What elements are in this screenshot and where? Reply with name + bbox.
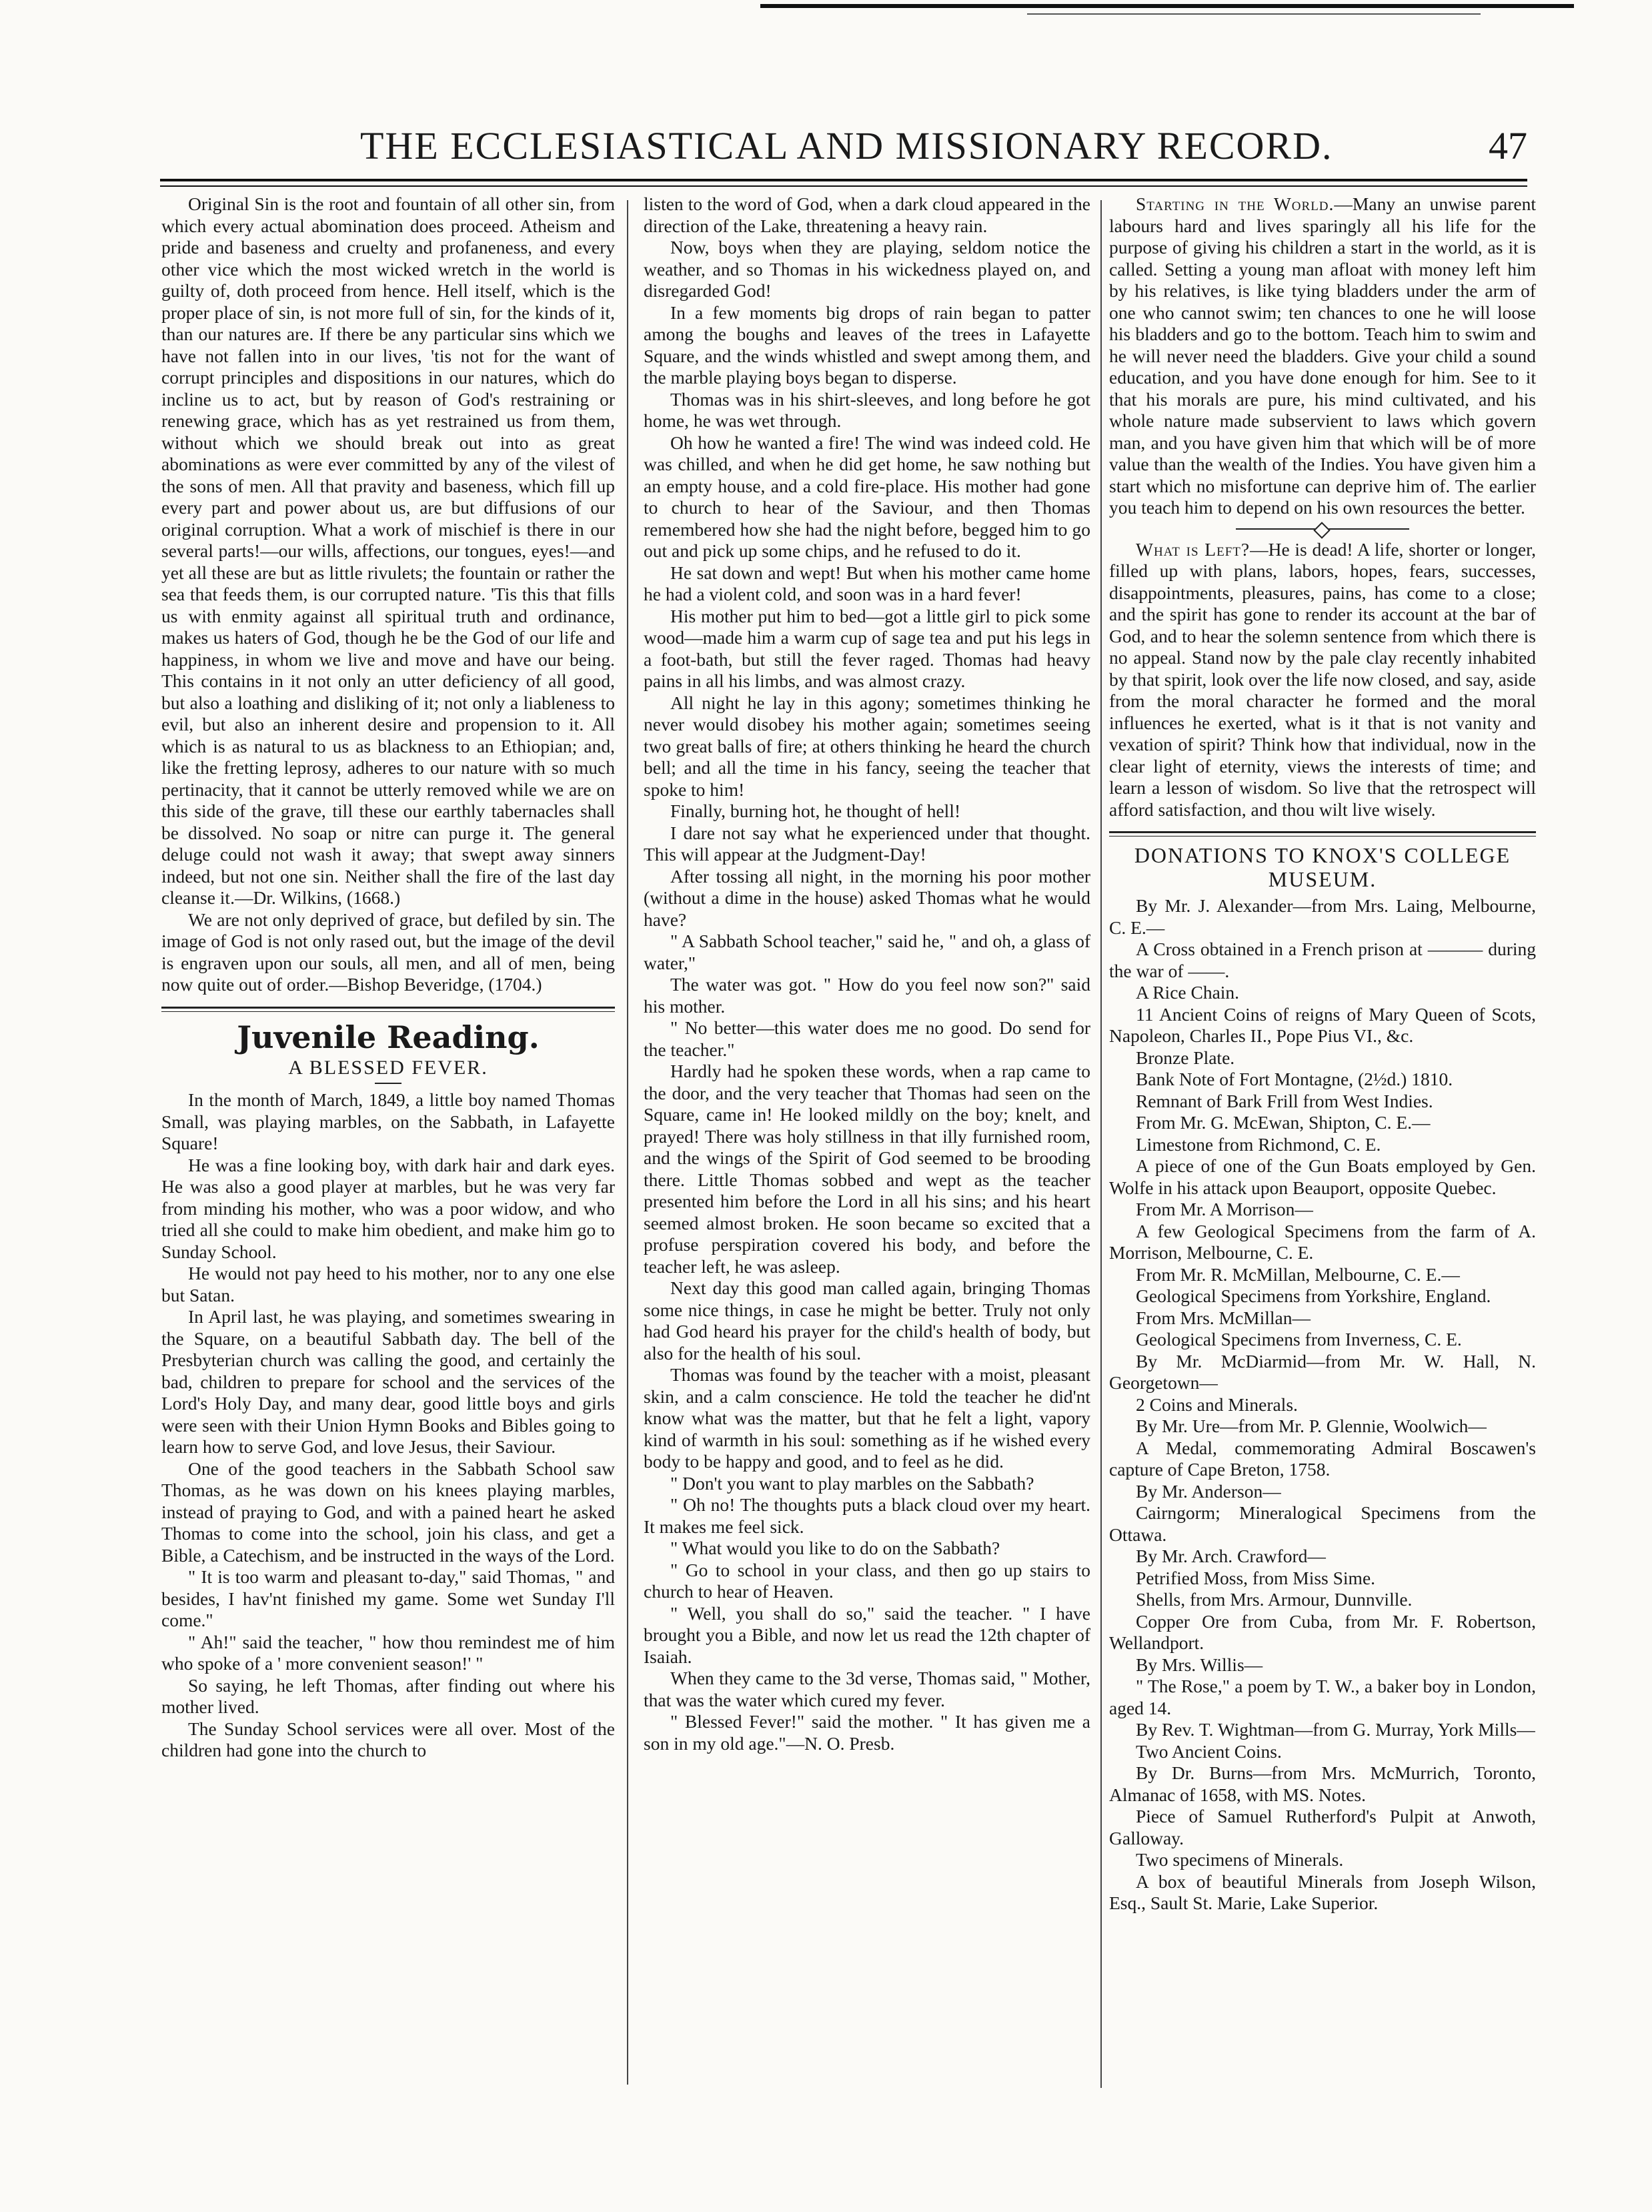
story-paragraph: In a few moments big drops of rain began to patter among the boughs and leaves of the trees in Lafayette Square, and the winds whistled and swept among them, and the marble playing boys began to disperse. — [644, 302, 1090, 388]
donation-entry: Two Ancient Coins. — [1136, 1740, 1282, 1762]
article-paragraph: Original Sin is the root and fountain of all other sin, from which every actual abomination does proceed. Atheism and pride and baseness and cruelty and profaneness, and every other vice which the most wicked wretch in the world is guilty of, doth proceed from hence. Hell itself, which is the proper place of sin, is not more full of sin, for the kinds of it, than our natures are. If there be any particular sins which we have not fallen into in our lives, 'tis not for the want of corrupt principles and dispositions in our natures, which do incline us to act, but by reason of God's restraining or renewing grace, which has as yet restrained us from them, without which we should break out into as great abominations as were ever committed by any of the vilest of the sons of men. All that pravity and baseness, which fill up every part and power about us, are but diffusions of our original corruption. What a work of mischief is there in our several parts!—our wills, affections, our tongues, eyes!—and yet all these are but as little rivulets; the fountain or rather the sea that feeds them, is our corrupted nature. 'Tis this that fills us with enmity against all spiritual truth and ordinance, makes us haters of God, though he be the God of our life and happiness, in whom we live and move and have our being. This contains in it not only an utter deficiency of all good, but also a loathing and disliking of it; not only a liableness to evil, but also an inherent desire and propension to it. All which is as natural to us as blackness to an Ethiopian; and, like the fretting leprosy, adheres to our nature with so much pertinacity, that it cannot be utterly removed while we are on this side of the grave, till these our earthly tabernacles shall be dissolved. No soap or nitre can purge it. The general deluge could not wash it away; that swept away sinners indeed, but not one sin. Neither shall the fire of the last day cleanse it.—Dr. Wilkins, (1668.) — [161, 193, 615, 908]
section-rule — [161, 1007, 615, 1009]
title-dash — [375, 1083, 401, 1084]
donation-entry: Cairngorm; Mineralogical Specimens from the Ottawa. — [1109, 1502, 1536, 1545]
page-number: 47 — [1489, 124, 1527, 167]
story-paragraph: " It is too warm and pleasant to-day," said Thomas, " and besides, I hav'nt finished my game. Some wet Sunday I'll come." — [161, 1566, 615, 1630]
donation-entry: By Rev. T. Wightman—from G. Murray, York Mills— — [1136, 1719, 1535, 1740]
story-paragraph: " Go to school in your class, and then go up stairs to church to hear of Heaven. — [644, 1559, 1090, 1602]
story-paragraph: Thomas was found by the teacher with a moist, pleasant skin, and a calm conscience. He told the teacher he did'nt know what was the matter, but that he felt a light, vapory kind of warmth in his soul: something as if he wished every body to be happy and good, and to feel as he did. — [644, 1364, 1090, 1472]
donation-entry: From Mr. R. McMillan, Melbourne, C. E.— — [1136, 1263, 1460, 1285]
story-paragraph: Hardly had he spoken these words, when a rap came to the door, and the very teacher that Thomas had seen on the Square, came in! He looked mildly on the boy; knelt, and prayed! There was holy stillness in that illy furnished room, and the wings of the Spirit of God seemed to be brooding there. Little Thomas sobbed and wept as the teacher presented him before the Lord in all his sins; and his heart seemed almost broken. He soon became so excited that a profuse perspiration covered his body, and before the teacher left, he was asleep. — [644, 1061, 1090, 1277]
story-paragraph: In the month of March, 1849, a little boy named Thomas Small, was playing marbles, on the Sabbath, in Lafayette Square! — [161, 1089, 615, 1153]
donation-entry: Shells, from Mrs. Armour, Dunnville. — [1136, 1589, 1413, 1610]
story-paragraph: After tossing all night, in the morning his poor mother (without a dime in the house) asked Thomas what he would have? — [644, 865, 1090, 930]
column-3 — [1109, 193, 1536, 1914]
story-paragraph: He was a fine looking boy, with dark hair and dark eyes. He was also a good player at marbles, but he was very far from minding his mother, who was a poor widow, and who tried all she could to make him obedient, and make him go to Sunday School. — [161, 1154, 615, 1262]
story-paragraph: He sat down and wept! But when his mother came home he had a violent cold, and soon was in a hard fever! — [644, 562, 1090, 604]
donation-entry: Bronze Plate. — [1136, 1047, 1235, 1068]
article-heading: What is Left? — [1136, 538, 1251, 560]
article-heading: Starting in the World. — [1136, 193, 1335, 214]
donation-entry: By Mr. McDiarmid—from Mr. W. Hall, N. Georgetown— — [1109, 1350, 1536, 1393]
story-paragraph: " No better—this water does me no good. Do send for the teacher." — [644, 1017, 1090, 1060]
running-title: THE ECCLESIASTICAL AND MISSIONARY RECORD. — [360, 124, 1333, 167]
story-paragraph: Next day this good man called again, bringing Thomas some nice things, in case he might be better. Truly not only had God heard his prayer for the child's health of body, but also for the health of his soul. — [644, 1277, 1090, 1363]
story-paragraph: In April last, he was playing, and sometimes swearing in the Square, on a beautiful Sabbath day. The bell of the Presbyterian church was calling the good, and certainly the bad, children to prepare for school and the services of the Lord's Holy Day, and many dear, good little boys and girls were seen with their Union Hymn Books and Bibles going to learn how to serve God, and love Jesus, their Saviour. — [161, 1306, 615, 1457]
top-border-rule — [760, 4, 1574, 8]
header-rule-thin — [160, 185, 1527, 187]
top-border-rule-thin — [1027, 13, 1481, 15]
donation-entry: A box of beautiful Minerals from Joseph Wilson, Esq., Sault St. Marie, Lake Superior. — [1109, 1870, 1536, 1913]
donation-entry: A Rice Chain. — [1136, 982, 1240, 1003]
donation-entry: 11 Ancient Coins of reigns of Mary Queen of Scots, Napoleon, Charles II., Pope Pius VI., &c. — [1109, 1003, 1536, 1046]
story-paragraph: " Oh no! The thoughts puts a black cloud over my heart. It makes me feel sick. — [644, 1494, 1090, 1537]
article-body: —Many an unwise parent labours hard and lives sparingly all his life for the purpose of giving his children a start in the world, as it is called. Setting a young man afloat with money left him by his relatives, is like tying bladders under the arm of one who cannot swim; ten chances to one he will loose his bladders and go to the bottom. Teach him to swim and he will never need the bladders. Give your child a sound education, and you have done enough for him. See to it that his morals are pure, his mind cultivated, and his whole nature made subservient to laws which govern man, and you have given him that which will be of more value than the wealth of the Indies. You have given him a start which no misfortune can deprive him of. The earlier you teach him to depend on his own resources the better. — [1109, 193, 1536, 518]
story-paragraph: The Sunday School services were all over. Most of the children had gone into the church to — [161, 1718, 615, 1760]
story-paragraph: All night he lay in this agony; sometimes thinking he never would disobey his mother again; sometimes seeing two great balls of fire; at others thinking he heard the church bell; and all the time in his fancy, seeing the teacher that spoke to him! — [644, 692, 1090, 800]
donation-entry: Petrified Moss, from Miss Sime. — [1136, 1567, 1376, 1588]
donation-entry: A Medal, commemorating Admiral Boscawen's capture of Cape Breton, 1758. — [1109, 1437, 1536, 1480]
donation-entry: 2 Coins and Minerals. — [1136, 1394, 1298, 1415]
story-paragraph: The water was got. " How do you feel now son?" said his mother. — [644, 974, 1090, 1017]
donation-entry: By Mr. Arch. Crawford— — [1136, 1546, 1326, 1566]
donation-entry: Two specimens of Minerals. — [1136, 1849, 1344, 1870]
article-what-is-left — [1109, 539, 1536, 821]
story-paragraph: I dare not say what he experienced under that thought. This will appear at the Judgment-Day! — [644, 822, 1090, 865]
donation-entry: By Mr. Ure—from Mr. P. Glennie, Woolwich— — [1136, 1416, 1487, 1436]
donation-entry: From Mrs. McMillan— — [1136, 1307, 1311, 1328]
section-heading: Juvenile Reading. — [237, 1019, 540, 1055]
story-paragraph: " Ah!" said the teacher, " how thou remindest me of him who spoke of a ' more convenient season!' " — [161, 1631, 615, 1674]
header-rule-thick — [160, 179, 1527, 181]
donation-entry: From Mr. G. McEwan, Shipton, C. E.— — [1136, 1112, 1431, 1133]
section-rule-thin — [1109, 836, 1536, 837]
donation-entry: From Mr. A Morrison— — [1136, 1199, 1313, 1219]
story-title: A BLESSED FEVER. — [288, 1056, 488, 1079]
donation-entry: A piece of one of the Gun Boats employed by Gen. Wolfe in his attack upon Beauport, opposite Quebec. — [1109, 1155, 1536, 1198]
column-divider-1 — [627, 200, 628, 2085]
column-2 — [644, 193, 1090, 1754]
story-paragraph: listen to the word of God, when a dark cloud appeared in the direction of the Lake, threatening a heavy rain. — [644, 193, 1090, 236]
story-paragraph: " What would you like to do on the Sabbath? — [670, 1538, 1000, 1558]
story-paragraph: " Blessed Fever!" said the mother. " It has given me a son in my old age."—N. O. Presb. — [644, 1711, 1090, 1754]
story-paragraph: He would not pay heed to his mother, nor to any one else but Satan. — [161, 1263, 615, 1305]
donation-entry: By Mr. Anderson— — [1136, 1480, 1281, 1502]
story-paragraph: Finally, burning hot, he thought of hell! — [670, 800, 961, 821]
donation-entry: " The Rose," a poem by T. W., a baker boy in London, aged 14. — [1109, 1676, 1536, 1718]
story-paragraph: So saying, he left Thomas, after finding out where his mother lived. — [161, 1674, 615, 1717]
story-paragraph: Now, boys when they are playing, seldom notice the weather, and so Thomas in his wickedness played on, and disregarded God! — [644, 237, 1090, 301]
donation-entry: Remnant of Bark Frill from West Indies. — [1136, 1090, 1433, 1111]
donations-list — [1109, 895, 1536, 1914]
story-paragraph: His mother put him to bed—got a little girl to pick some wood—made him a warm cup of sage tea and put his legs in a foot-bath, but still the fever raged. Thomas had heavy pains in all his limbs, and was almost crazy. — [644, 605, 1090, 691]
article-body: —He is dead! A life, shorter or longer, filled up with plans, labors, hopes, fears, successes, disappointments, pleasures, pains, has come to a close; and the spirit has gone to render its account at the bar of God, and to hear the solemn sentence from which there is no appeal. Stand now by the pale clay recently inhabited by that spirit, look over the life now closed, and say, aside from the moral character he formed and the moral influences he exerted, what is it that is not vanity and vexation of spirit? Think how that individual, now in the clear light of eternity, views the interests of time; and learn a lesson of wisdom. So live that the retrospect will afford satisfaction, and thou wilt live wisely. — [1109, 538, 1537, 820]
donations-heading: DONATIONS TO KNOX'S COLLEGE MUSEUM. — [1134, 843, 1511, 891]
donation-entry: Limestone from Richmond, C. E. — [1136, 1133, 1381, 1155]
donation-entry: A Cross obtained in a French prison at ——— during the war of ——. — [1109, 939, 1536, 981]
donation-entry: A few Geological Specimens from the farm of A. Morrison, Melbourne, C. E. — [1109, 1220, 1536, 1263]
donation-entry: By Mrs. Willis— — [1136, 1654, 1263, 1675]
story-paragraph: When they came to the 3d verse, Thomas said, " Mother, that was the water which cured my fever. — [644, 1668, 1090, 1710]
story-paragraph: One of the good teachers in the Sabbath School saw Thomas, as he was down on his knees playing marbles, instead of praying to God, and with a pained heart he asked Thomas to come into the school, join his class, and get a Bible, a Catechism, and be instructed in the ways of the Lord. — [161, 1458, 615, 1566]
donation-entry: Piece of Samuel Rutherford's Pulpit at Anwoth, Galloway. — [1109, 1806, 1536, 1848]
story-paragraph: " A Sabbath School teacher," said he, " and oh, a glass of water," — [644, 931, 1090, 973]
section-rule — [1109, 831, 1536, 833]
section-rule-thin — [161, 1011, 615, 1012]
page-header — [160, 123, 1527, 170]
column-1 — [161, 193, 615, 1762]
article-paragraph: We are not only deprived of grace, but defiled by sin. The image of God is not only rased out, but the image of the devil is engraven upon our souls, all men, and all of men, being now quite out of order.—Bishop Beveridge, (1704.) — [161, 909, 615, 995]
article-starting-in-world — [1109, 193, 1536, 519]
column-divider-2 — [1100, 200, 1102, 2088]
donation-entry: Geological Specimens from Inverness, C. E. — [1136, 1329, 1462, 1349]
story-paragraph: Thomas was in his shirt-sleeves, and long before he got home, he was wet through. — [644, 388, 1090, 431]
donation-entry: By Mr. J. Alexander—from Mrs. Laing, Melbourne, C. E.— — [1109, 895, 1536, 938]
story-paragraph: Oh how he wanted a fire! The wind was indeed cold. He was chilled, and when he did get home, he saw nothing but an empty house, and a cold fire-place. His mother had gone to church to hear of the Saviour, and then Thomas remembered how she had the night before, begged him to go out and pick up some chips, and he refused to do it. — [644, 432, 1090, 561]
donation-entry: Bank Note of Fort Montagne, (2½d.) 1810. — [1136, 1069, 1453, 1089]
story-paragraph: " Well, you shall do so," said the teacher. " I have brought you a Bible, and now let us read the 12th chapter of Isaiah. — [644, 1602, 1090, 1667]
donation-entry: Geological Specimens from Yorkshire, England. — [1136, 1285, 1491, 1306]
ornament-divider — [1236, 528, 1409, 530]
donation-entry: Copper Ore from Cuba, from Mr. F. Robertson, Wellandport. — [1109, 1610, 1536, 1653]
story-paragraph: " Don't you want to play marbles on the Sabbath? — [670, 1472, 1034, 1494]
donation-entry: By Dr. Burns—from Mrs. McMurrich, Toronto, Almanac of 1658, with MS. Notes. — [1109, 1762, 1536, 1805]
